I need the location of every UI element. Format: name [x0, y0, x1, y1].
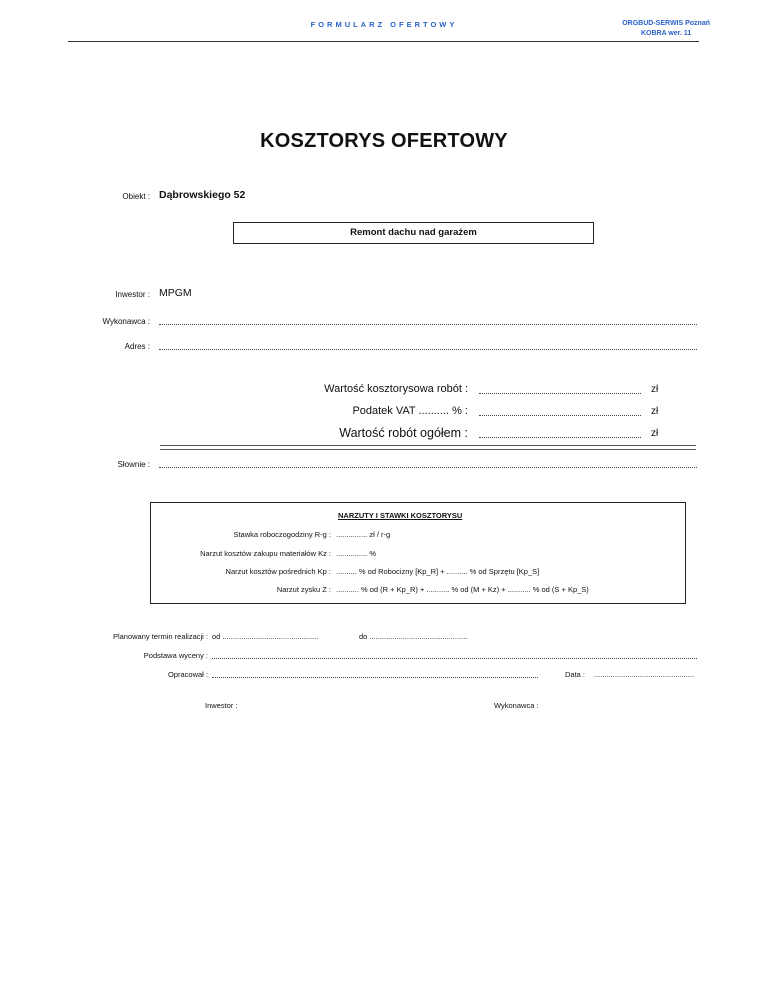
form-header-title: FORMULARZ OFERTOWY: [310, 20, 458, 29]
data-value: ................................................: [594, 670, 695, 679]
obiekt-label: Obiekt :: [122, 192, 150, 201]
total-label: Wartość robót ogółem :: [339, 426, 468, 440]
slownie-field: [159, 467, 697, 468]
cost-label: Wartość kosztorysowa robót :: [324, 383, 468, 395]
inwestor-value: MPGM: [159, 287, 192, 299]
podstawa-label: Podstawa wyceny :: [143, 651, 208, 660]
termin-do: do ...............................................: [359, 632, 468, 641]
page-title: KOSZTORYS OFERTOWY: [260, 130, 508, 152]
rg-label: Stawka roboczogodziny R-g :: [233, 530, 331, 539]
adres-label: Adres :: [124, 342, 150, 351]
rg-value: ............... zł / r-g: [336, 530, 391, 539]
total-currency: zł: [651, 428, 659, 439]
total-double-rule: [160, 445, 696, 450]
kp-label: Narzut kosztów pośrednich Kp :: [225, 567, 331, 576]
vat-field: [479, 415, 641, 416]
vat-label: Podatek VAT .......... % :: [352, 405, 468, 417]
company-name: ORGBUD-SERWIS Poznań: [622, 20, 710, 27]
signature-inwestor: Inwestor :: [205, 701, 238, 710]
software-info: [622, 19, 710, 39]
vat-currency: zł: [651, 406, 659, 417]
opracowal-label: Opracował :: [167, 670, 208, 679]
slownie-label: Słownie :: [117, 460, 150, 469]
kz-label: Narzut kosztów zakupu materiałów Kz :: [200, 549, 331, 558]
termin-label: Planowany termin realizacji :: [112, 632, 208, 641]
podstawa-field: [212, 658, 697, 659]
wykonawca-field: [159, 324, 697, 325]
header-divider: [68, 41, 699, 42]
wykonawca-label: Wykonawca :: [102, 317, 150, 326]
termin-od: od ..............................................: [212, 632, 319, 641]
adres-field: [159, 349, 697, 350]
inwestor-label: Inwestor :: [115, 290, 150, 299]
z-label: Narzut zysku Z :: [276, 585, 331, 594]
software-version: KOBRA wer. 11: [640, 30, 692, 37]
z-value: ........... % od (R + Kp_R) + ........... % od (M + Kz) + ........... % od (S + Kp_S): [336, 585, 589, 594]
narzuty-title: NARZUTY I STAWKI KOSZTORYSU: [338, 511, 463, 520]
opracowal-field: [212, 677, 538, 678]
data-label: Data :: [565, 670, 586, 679]
signature-wykonawca: Wykonawca :: [494, 701, 539, 710]
kz-value: ............... %: [336, 549, 377, 558]
cost-currency: zł: [651, 384, 659, 395]
cost-field: [479, 393, 641, 394]
kp-value: .......... % od Robocizny [Kp_R] + .......... % od Sprzętu [Kp_S]: [336, 567, 540, 576]
total-field: [479, 437, 641, 438]
obiekt-value: Dąbrowskiego 52: [159, 189, 246, 201]
scope-box: Remont dachu nad garażem: [233, 222, 594, 244]
